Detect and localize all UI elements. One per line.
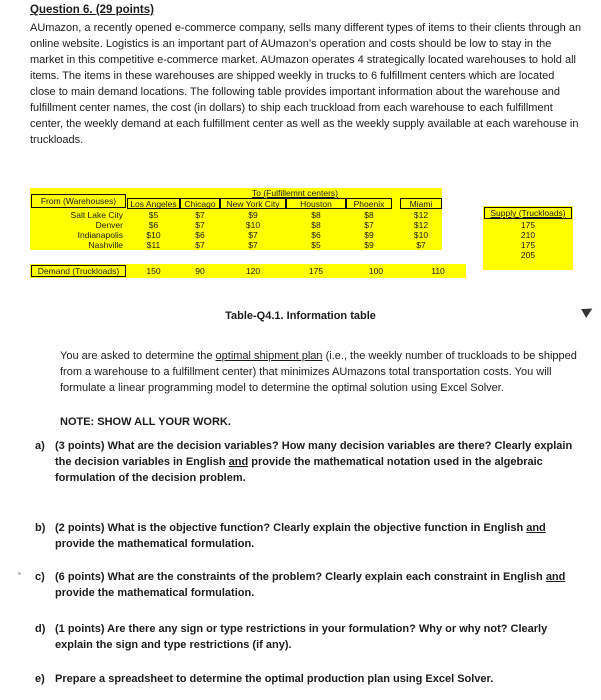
- item-label: e): [35, 673, 45, 685]
- supply-value: 205: [520, 250, 536, 260]
- question-title: Question 6. (29 points): [30, 4, 154, 16]
- item-text: (2 points) What is the objective function? Clearly explain the objective function in English and provide the mathematical formulation.: [55, 522, 546, 550]
- to-fulfillment-header: To (Fulfillemnt centers): [252, 188, 338, 198]
- cost-cell: $6: [311, 230, 321, 240]
- cost-cell: $7: [248, 240, 258, 250]
- cost-cell: $9: [364, 230, 374, 240]
- cost-cell: $7: [195, 220, 205, 230]
- cost-cell: $5: [148, 210, 159, 220]
- cost-cell: $6: [195, 230, 205, 240]
- cost-cell: $9: [248, 210, 258, 220]
- row-label-nashville: Nashville: [88, 240, 123, 250]
- cost-cell: $9: [364, 240, 374, 250]
- col-header-new-york-city: New York City: [220, 198, 286, 209]
- col-header-houston: Houston: [286, 198, 346, 209]
- task-text-end: (i.e., the weekly number of truckloads to be shipped from a warehouse to a fulfillment center) that minimizes AUmazons total transportation costs. You will formulate a linear programming model to determine the optimal solution using Excel Solver.: [60, 350, 577, 394]
- supply-value: 175: [520, 220, 536, 230]
- cost-cell: $11: [146, 240, 161, 250]
- col-header-los-angeles: Los Angeles: [127, 198, 180, 209]
- item-text: (6 points) What are the constraints of the problem? Clearly explain each constraint in English and provide the mathematical formulation.: [55, 571, 566, 599]
- information-table: [30, 188, 590, 288]
- item-label: b): [35, 522, 46, 534]
- cost-cell: $5: [311, 240, 321, 250]
- item-text: (1 points) Are there any sign or type restrictions in your formulation? Why or why not? Clearly explain the sign and type restrictions (if any).: [55, 623, 548, 651]
- row-label-indianapolis: Indianapolis: [77, 230, 123, 240]
- row-label-denver: Denver: [95, 220, 123, 230]
- cost-cell: $10: [413, 230, 429, 240]
- cost-cell: $7: [364, 220, 374, 230]
- question-item-b: [35, 520, 575, 552]
- demand-value: 110: [431, 266, 445, 276]
- demand-value: 120: [245, 266, 261, 276]
- item-label: c): [35, 571, 45, 583]
- cost-cell: $12: [413, 220, 429, 230]
- demand-header: Demand (Truckloads): [31, 265, 126, 277]
- item-text: Prepare a spreadsheet to determine the optimal production plan using Excel Solver.: [55, 673, 494, 685]
- task-paragraph: [60, 348, 580, 396]
- demand-value: 100: [368, 266, 384, 276]
- cost-cell: $7: [248, 230, 258, 240]
- cost-cell: $7: [195, 210, 205, 220]
- question-item-e: [35, 671, 575, 687]
- demand-value: 175: [308, 266, 324, 276]
- cost-cell: $12: [413, 210, 429, 220]
- question-item-a: [35, 438, 575, 486]
- optimal-shipment-plan-term: optimal shipment plan: [215, 350, 323, 362]
- task-text-start: You are asked to determine the: [60, 350, 216, 362]
- from-warehouses-header: From (Warehouses): [31, 194, 126, 208]
- question-item-d: [35, 621, 575, 653]
- scan-speck: [18, 572, 21, 575]
- col-header-miami: Miami: [400, 198, 442, 209]
- cost-cell: $8: [364, 210, 374, 220]
- cost-cell: $10: [245, 220, 261, 230]
- item-label: a): [35, 440, 45, 452]
- question-item-c: [35, 569, 575, 601]
- col-header-phoenix: Phoenix: [346, 198, 392, 209]
- row-label-salt-lake-city: Salt Lake City: [70, 210, 123, 220]
- cost-cell: $7: [195, 240, 205, 250]
- supply-header: Supply (Truckloads): [484, 207, 572, 219]
- note-heading: NOTE: SHOW ALL YOUR WORK.: [60, 416, 231, 428]
- demand-value: 90: [195, 266, 205, 276]
- demand-value: 150: [146, 266, 161, 276]
- table-caption: Table-Q4.1. Information table: [225, 310, 376, 322]
- col-header-chicago: Chicago: [180, 198, 220, 209]
- question-intro: AUmazon, a recently opened e-commerce company, sells many different types of items to their clients through an online website. Logistics is an important part of AUmazon’s operation and costs should be low to stay in the market in this competitive e-commerce market. AUmazon operates 4 strategically located warehouses to hold all items. The items in these warehouses are shipped weekly in trucks to 6 fulfillment centers which are located close to main demand locations. The following table provides important information about the warehouse and fulfillment center names, the cost (in dollars) to ship each truckload from each warehouse to each fulfillment center, the weekly demand at each fulfillment center as well as the weekly supply available at each warehouse in truckloads.: [30, 22, 582, 146]
- supply-value: 175: [520, 240, 536, 250]
- cost-cell: $8: [311, 210, 321, 220]
- cost-cell: $6: [148, 220, 159, 230]
- item-text: (3 points) What are the decision variables? How many decision variables are there? Clearly explain the decision variables in English and provide the mathematical notation used in the algebraic formulation of the decision problem.: [55, 440, 573, 484]
- cost-cell: $10: [146, 230, 161, 240]
- cost-cell: $7: [416, 240, 426, 250]
- supply-value: 210: [520, 230, 536, 240]
- item-label: d): [35, 623, 46, 635]
- cost-cell: $8: [311, 220, 321, 230]
